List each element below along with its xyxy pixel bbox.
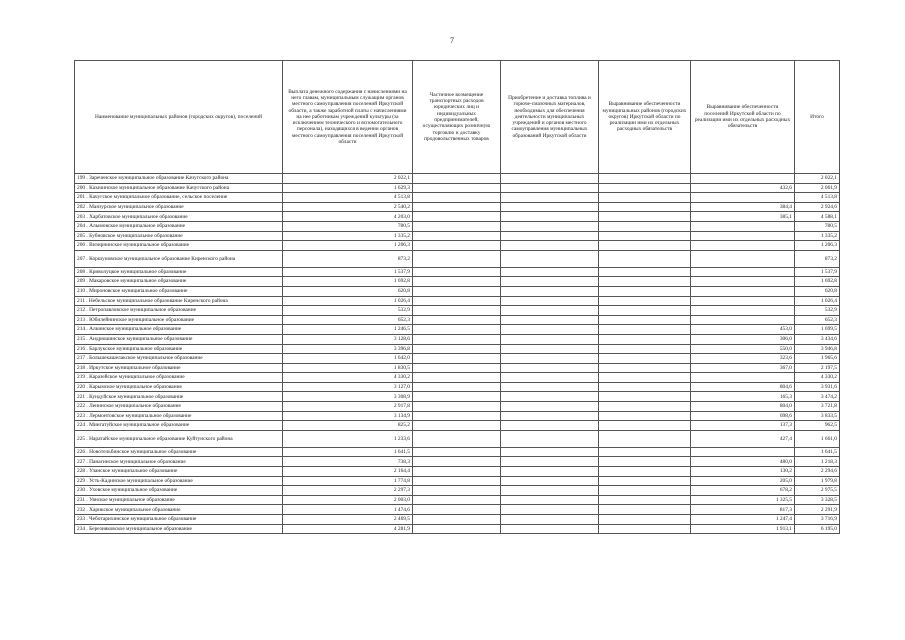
table-row <box>75 221 840 231</box>
table-row <box>75 457 840 467</box>
row-name: 225 . Наратайское муниципальное образование Куйтунского района <box>75 430 283 447</box>
cell-salary: 3 396,8 <box>283 344 413 354</box>
row-name: 209 . Макаровское муниципальное образование <box>75 277 283 287</box>
cell-settlement-equalization: 427,4 <box>691 430 795 447</box>
cell-transport <box>413 486 501 496</box>
cell-salary: 2 540,2 <box>283 202 413 212</box>
cell-transport <box>413 286 501 296</box>
cell-salary: 3 128,6 <box>283 334 413 344</box>
cell-settlement-equalization <box>691 373 795 383</box>
row-name: 217 . Большекашелакское муниципальное образование <box>75 354 283 364</box>
cell-fuel <box>501 505 599 515</box>
table-row <box>75 286 840 296</box>
table-row <box>75 315 840 325</box>
cell-salary: 1 642,0 <box>283 354 413 364</box>
cell-district-equalization <box>599 277 691 287</box>
cell-fuel <box>501 486 599 496</box>
cell-settlement-equalization <box>691 231 795 241</box>
row-name: 232 . Харикское муниципальное образование <box>75 505 283 515</box>
cell-total: 1 335,2 <box>795 231 840 241</box>
cell-salary: 652,3 <box>283 315 413 325</box>
cell-fuel <box>501 495 599 505</box>
cell-transport <box>413 373 501 383</box>
table-row <box>75 495 840 505</box>
cell-total: 2 022,1 <box>795 174 840 184</box>
cell-total: 620,8 <box>795 286 840 296</box>
row-name: 211 . Небельское муниципальное образование Киренского района <box>75 296 283 306</box>
cell-settlement-equalization <box>691 193 795 203</box>
cell-settlement-equalization <box>691 286 795 296</box>
cell-fuel <box>501 421 599 431</box>
cell-transport <box>413 505 501 515</box>
cell-settlement-equalization: 550,0 <box>691 344 795 354</box>
table-row <box>75 467 840 477</box>
cell-total: 2 197,5 <box>795 363 840 373</box>
cell-salary: 1 474,6 <box>283 505 413 515</box>
cell-fuel <box>501 193 599 203</box>
cell-transport <box>413 457 501 467</box>
cell-district-equalization <box>599 315 691 325</box>
cell-settlement-equalization: 165,3 <box>691 392 795 402</box>
table-row <box>75 402 840 412</box>
cell-fuel <box>501 382 599 392</box>
row-name: 200 . Казачинское муниципальное образование Качугского района <box>75 183 283 193</box>
cell-transport <box>413 193 501 203</box>
cell-district-equalization <box>599 515 691 525</box>
cell-district-equalization <box>599 421 691 431</box>
cell-settlement-equalization: 306,0 <box>691 334 795 344</box>
cell-total: 873,2 <box>795 250 840 267</box>
table-row <box>75 373 840 383</box>
row-name: 228 . Уланское муниципальное образование <box>75 467 283 477</box>
cell-fuel <box>501 221 599 231</box>
cell-salary: 620,8 <box>283 286 413 296</box>
cell-transport <box>413 267 501 277</box>
row-name: 204 . Алымовское муниципальное образование <box>75 221 283 231</box>
cell-total: 532,9 <box>795 306 840 316</box>
cell-salary: 1 774,8 <box>283 476 413 486</box>
cell-total: 4 330,2 <box>795 373 840 383</box>
cell-fuel <box>501 476 599 486</box>
cell-salary: 1 246,5 <box>283 325 413 335</box>
row-name: 222 . Ленинское муниципальное образование <box>75 402 283 412</box>
table-row <box>75 524 840 534</box>
table-row <box>75 505 840 515</box>
cell-settlement-equalization: 804,0 <box>691 402 795 412</box>
table-row <box>75 306 840 316</box>
row-name: 226 . Новотельбинское муниципальное образование <box>75 447 283 457</box>
table-row <box>75 447 840 457</box>
cell-transport <box>413 447 501 457</box>
cell-fuel <box>501 286 599 296</box>
cell-settlement-equalization: 698,6 <box>691 411 795 421</box>
cell-salary: 4 330,2 <box>283 373 413 383</box>
table-row <box>75 325 840 335</box>
cell-salary: 1 233,6 <box>283 430 413 447</box>
cell-total: 2 061,9 <box>795 183 840 193</box>
cell-transport <box>413 495 501 505</box>
cell-salary: 2 003,0 <box>283 495 413 505</box>
table-row <box>75 212 840 222</box>
col-header-settlement-equalization: Выравнивание обеспеченности поселений Иркутской области по реализации ими их отдельных расходных обязательств <box>691 61 795 174</box>
cell-transport <box>413 277 501 287</box>
cell-district-equalization <box>599 241 691 251</box>
cell-fuel <box>501 174 599 184</box>
cell-total: 4 588,1 <box>795 212 840 222</box>
cell-total: 6 195,0 <box>795 524 840 534</box>
cell-total: 2 294,6 <box>795 467 840 477</box>
row-name: 227 . Панагинское муниципальное образование <box>75 457 283 467</box>
cell-fuel <box>501 447 599 457</box>
cell-total: 3 931,6 <box>795 382 840 392</box>
cell-transport <box>413 392 501 402</box>
cell-salary: 532,9 <box>283 306 413 316</box>
table-row <box>75 202 840 212</box>
cell-fuel <box>501 296 599 306</box>
cell-transport <box>413 212 501 222</box>
table-row <box>75 231 840 241</box>
row-name: 229 . Усть-Кадинское муниципальное образование <box>75 476 283 486</box>
cell-transport <box>413 402 501 412</box>
cell-total: 780,5 <box>795 221 840 231</box>
cell-settlement-equalization <box>691 296 795 306</box>
cell-salary: 738,3 <box>283 457 413 467</box>
table-row <box>75 363 840 373</box>
row-name: 219 . Каразейское муниципальное образование <box>75 373 283 383</box>
row-name: 234 . Березняковское муниципальное образование <box>75 524 283 534</box>
row-name: 215 . Андрюшинское муниципальное образование <box>75 334 283 344</box>
cell-total: 3 328,5 <box>795 495 840 505</box>
cell-salary: 2 164,4 <box>283 467 413 477</box>
table-row <box>75 250 840 267</box>
cell-transport <box>413 183 501 193</box>
cell-district-equalization <box>599 392 691 402</box>
cell-settlement-equalization: 205,0 <box>691 476 795 486</box>
table-row <box>75 344 840 354</box>
row-name: 230 . Уховское муниципальное образование <box>75 486 283 496</box>
cell-fuel <box>501 515 599 525</box>
cell-settlement-equalization <box>691 267 795 277</box>
cell-transport <box>413 315 501 325</box>
table-row <box>75 277 840 287</box>
row-name: 199 . Зареченское муниципальное образование Качугского района <box>75 174 283 184</box>
col-header-district-equalization: Выравнивание обеспеченности муниципальных районов (городских округов) Иркутской области по реализации ими их отдельных расходных обязательств <box>599 61 691 174</box>
cell-transport <box>413 306 501 316</box>
cell-district-equalization <box>599 325 691 335</box>
cell-district-equalization <box>599 231 691 241</box>
cell-salary: 1 629,3 <box>283 183 413 193</box>
cell-salary: 2 297,3 <box>283 486 413 496</box>
cell-total: 3 716,9 <box>795 515 840 525</box>
cell-transport <box>413 296 501 306</box>
cell-district-equalization <box>599 193 691 203</box>
cell-fuel <box>501 202 599 212</box>
cell-settlement-equalization <box>691 447 795 457</box>
row-name: 218 . Иркутское муниципальное образование <box>75 363 283 373</box>
cell-total: 3 721,8 <box>795 402 840 412</box>
cell-settlement-equalization: 804,6 <box>691 382 795 392</box>
cell-settlement-equalization: 678,2 <box>691 486 795 496</box>
table-row <box>75 354 840 364</box>
cell-settlement-equalization <box>691 250 795 267</box>
cell-total: 1 661,0 <box>795 430 840 447</box>
cell-fuel <box>501 344 599 354</box>
cell-fuel <box>501 363 599 373</box>
cell-district-equalization <box>599 354 691 364</box>
cell-salary: 780,5 <box>283 221 413 231</box>
cell-fuel <box>501 392 599 402</box>
cell-settlement-equalization <box>691 221 795 231</box>
table-row <box>75 267 840 277</box>
cell-total: 1 206,3 <box>795 241 840 251</box>
cell-transport <box>413 476 501 486</box>
cell-settlement-equalization: 1 325,5 <box>691 495 795 505</box>
cell-fuel <box>501 457 599 467</box>
cell-settlement-equalization: 817,3 <box>691 505 795 515</box>
cell-settlement-equalization: 137,3 <box>691 421 795 431</box>
row-name: 214 . Алкинское муниципальное образование <box>75 325 283 335</box>
table-row <box>75 486 840 496</box>
cell-settlement-equalization: 130,2 <box>691 467 795 477</box>
cell-settlement-equalization: 367,0 <box>691 363 795 373</box>
cell-transport <box>413 241 501 251</box>
cell-salary: 3 127,0 <box>283 382 413 392</box>
cell-district-equalization <box>599 344 691 354</box>
cell-fuel <box>501 267 599 277</box>
cell-district-equalization <box>599 267 691 277</box>
cell-district-equalization <box>599 250 691 267</box>
cell-salary: 2 469,5 <box>283 515 413 525</box>
cell-transport <box>413 174 501 184</box>
cell-district-equalization <box>599 430 691 447</box>
cell-settlement-equalization <box>691 277 795 287</box>
col-header-total: Итого <box>795 61 840 174</box>
header-row <box>75 61 840 174</box>
cell-total: 4 513,8 <box>795 193 840 203</box>
col-header-salary: Выплата денежного содержания с начислениями на него главам, муниципальным служащим органов местного самоуправления поселений Иркутской области, а также заработной платы с начислениями на нее работникам учреждений культуры (за исключением технического и вспомогательного персонала), находящихся в ведении органов местного самоуправления поселений Иркутской области <box>283 61 413 174</box>
cell-salary: 2 917,8 <box>283 402 413 412</box>
row-name: 201 . Качугское муниципальное образование, сельское поселение <box>75 193 283 203</box>
col-header-fuel: Приобретение и доставка топлива и горюче-смазочных материалов, необходимых для обеспечения деятельности муниципальных учреждений и органов местного самоуправления муниципальных образований Иркутской области <box>501 61 599 174</box>
row-name: 220 . Карымское муниципальное образование <box>75 382 283 392</box>
cell-transport <box>413 467 501 477</box>
cell-transport <box>413 524 501 534</box>
cell-transport <box>413 411 501 421</box>
table-row <box>75 515 840 525</box>
cell-district-equalization <box>599 402 691 412</box>
cell-salary: 1 026,4 <box>283 296 413 306</box>
cell-settlement-equalization: 384,4 <box>691 202 795 212</box>
cell-total: 1 692,8 <box>795 277 840 287</box>
cell-total: 2 924,6 <box>795 202 840 212</box>
row-name: 202 . Манзурское муниципальное образование <box>75 202 283 212</box>
row-name: 224 . Мингатуйское муниципальное образование <box>75 421 283 431</box>
table-row <box>75 193 840 203</box>
cell-transport <box>413 421 501 431</box>
cell-fuel <box>501 325 599 335</box>
cell-total: 3 434,6 <box>795 334 840 344</box>
cell-transport <box>413 334 501 344</box>
cell-salary: 825,2 <box>283 421 413 431</box>
cell-fuel <box>501 430 599 447</box>
cell-district-equalization <box>599 457 691 467</box>
cell-transport <box>413 363 501 373</box>
cell-transport <box>413 231 501 241</box>
cell-salary: 2 022,1 <box>283 174 413 184</box>
cell-fuel <box>501 524 599 534</box>
cell-fuel <box>501 231 599 241</box>
cell-salary: 1 335,2 <box>283 231 413 241</box>
cell-salary: 1 641,5 <box>283 447 413 457</box>
table-row <box>75 476 840 486</box>
cell-district-equalization <box>599 183 691 193</box>
row-name: 221 . Кундуйское муниципальное образование <box>75 392 283 402</box>
cell-fuel <box>501 183 599 193</box>
cell-total: 3 474,2 <box>795 392 840 402</box>
cell-salary: 4 281,9 <box>283 524 413 534</box>
row-name: 231 . Уянское муниципальное образование <box>75 495 283 505</box>
cell-settlement-equalization: 480,0 <box>691 457 795 467</box>
cell-total: 2 291,9 <box>795 505 840 515</box>
cell-salary: 3 308,9 <box>283 392 413 402</box>
cell-total: 1 699,5 <box>795 325 840 335</box>
table-row <box>75 421 840 431</box>
row-name: 213 . Юбилейнинское муниципальное образование <box>75 315 283 325</box>
cell-total: 2 975,5 <box>795 486 840 496</box>
cell-fuel <box>501 467 599 477</box>
cell-district-equalization <box>599 296 691 306</box>
col-header-transport: Частичное возмещение транспортных расходов юридических лиц и индивидуальных предпринимателей, осуществляющих розничную торговлю и доставку продовольственных товаров <box>413 61 501 174</box>
row-name: 206 . Визирнинское муниципальное образование <box>75 241 283 251</box>
table-row <box>75 241 840 251</box>
cell-salary: 3 134,9 <box>283 411 413 421</box>
cell-district-equalization <box>599 174 691 184</box>
cell-fuel <box>501 315 599 325</box>
cell-transport <box>413 202 501 212</box>
cell-fuel <box>501 411 599 421</box>
cell-settlement-equalization: 1 247,4 <box>691 515 795 525</box>
table-row <box>75 334 840 344</box>
cell-total: 962,5 <box>795 421 840 431</box>
row-name: 203 . Харбатовское муниципальное образование <box>75 212 283 222</box>
cell-fuel <box>501 250 599 267</box>
cell-district-equalization <box>599 221 691 231</box>
row-name: 216 . Барлукское муниципальное образование <box>75 344 283 354</box>
cell-district-equalization <box>599 447 691 457</box>
cell-salary: 1 206,3 <box>283 241 413 251</box>
cell-settlement-equalization <box>691 306 795 316</box>
cell-total: 3 946,8 <box>795 344 840 354</box>
cell-district-equalization <box>599 524 691 534</box>
row-name: 205 . Бубновское муниципальное образование <box>75 231 283 241</box>
table-row <box>75 183 840 193</box>
col-header-name: Наименование муниципальных районов (городских округов), поселений <box>75 61 283 174</box>
cell-transport <box>413 382 501 392</box>
cell-transport <box>413 325 501 335</box>
row-name: 233 . Чеботарихинское муниципальное образование <box>75 515 283 525</box>
cell-transport <box>413 250 501 267</box>
subsidy-table <box>74 60 840 534</box>
cell-settlement-equalization: 453,0 <box>691 325 795 335</box>
cell-total: 1 979,8 <box>795 476 840 486</box>
cell-total: 3 833,5 <box>795 411 840 421</box>
cell-fuel <box>501 373 599 383</box>
cell-district-equalization <box>599 363 691 373</box>
cell-fuel <box>501 277 599 287</box>
cell-district-equalization <box>599 306 691 316</box>
cell-salary: 1 692,8 <box>283 277 413 287</box>
cell-salary: 1 537,9 <box>283 267 413 277</box>
cell-settlement-equalization: 1 913,1 <box>691 524 795 534</box>
cell-transport <box>413 221 501 231</box>
cell-district-equalization <box>599 382 691 392</box>
cell-district-equalization <box>599 202 691 212</box>
cell-total: 1 537,9 <box>795 267 840 277</box>
cell-fuel <box>501 306 599 316</box>
cell-district-equalization <box>599 467 691 477</box>
cell-fuel <box>501 212 599 222</box>
cell-fuel <box>501 334 599 344</box>
cell-district-equalization <box>599 334 691 344</box>
table-row <box>75 382 840 392</box>
cell-transport <box>413 344 501 354</box>
row-name: 212 . Петропавловское муниципальное образование <box>75 306 283 316</box>
cell-fuel <box>501 241 599 251</box>
cell-total: 1 965,6 <box>795 354 840 364</box>
cell-total: 1 218,3 <box>795 457 840 467</box>
cell-settlement-equalization <box>691 241 795 251</box>
cell-transport <box>413 430 501 447</box>
cell-fuel <box>501 402 599 412</box>
row-name: 223 . Лермонтовское муниципальное образование <box>75 411 283 421</box>
cell-settlement-equalization <box>691 315 795 325</box>
cell-fuel <box>501 354 599 364</box>
cell-salary: 4 203,0 <box>283 212 413 222</box>
table-row <box>75 296 840 306</box>
row-name: 207 . Коршуновское муниципальное образование Киренского района <box>75 250 283 267</box>
cell-transport <box>413 354 501 364</box>
cell-total: 652,3 <box>795 315 840 325</box>
cell-settlement-equalization: 323,6 <box>691 354 795 364</box>
cell-settlement-equalization: 385,1 <box>691 212 795 222</box>
row-name: 208 . Криволуцкое муниципальное образование <box>75 267 283 277</box>
row-name: 210 . Мироновское муниципальное образование <box>75 286 283 296</box>
cell-transport <box>413 515 501 525</box>
cell-total: 1 026,4 <box>795 296 840 306</box>
cell-salary: 4 513,8 <box>283 193 413 203</box>
cell-district-equalization <box>599 486 691 496</box>
cell-district-equalization <box>599 212 691 222</box>
cell-district-equalization <box>599 505 691 515</box>
cell-district-equalization <box>599 373 691 383</box>
table-row <box>75 174 840 184</box>
cell-total: 1 641,5 <box>795 447 840 457</box>
cell-settlement-equalization <box>691 174 795 184</box>
cell-settlement-equalization: 432,6 <box>691 183 795 193</box>
table-row <box>75 430 840 447</box>
table-row <box>75 411 840 421</box>
cell-district-equalization <box>599 286 691 296</box>
cell-salary: 1 830,5 <box>283 363 413 373</box>
page-number: 7 <box>450 36 454 45</box>
cell-district-equalization <box>599 411 691 421</box>
table-row <box>75 392 840 402</box>
cell-district-equalization <box>599 476 691 486</box>
cell-salary: 873,2 <box>283 250 413 267</box>
cell-district-equalization <box>599 495 691 505</box>
